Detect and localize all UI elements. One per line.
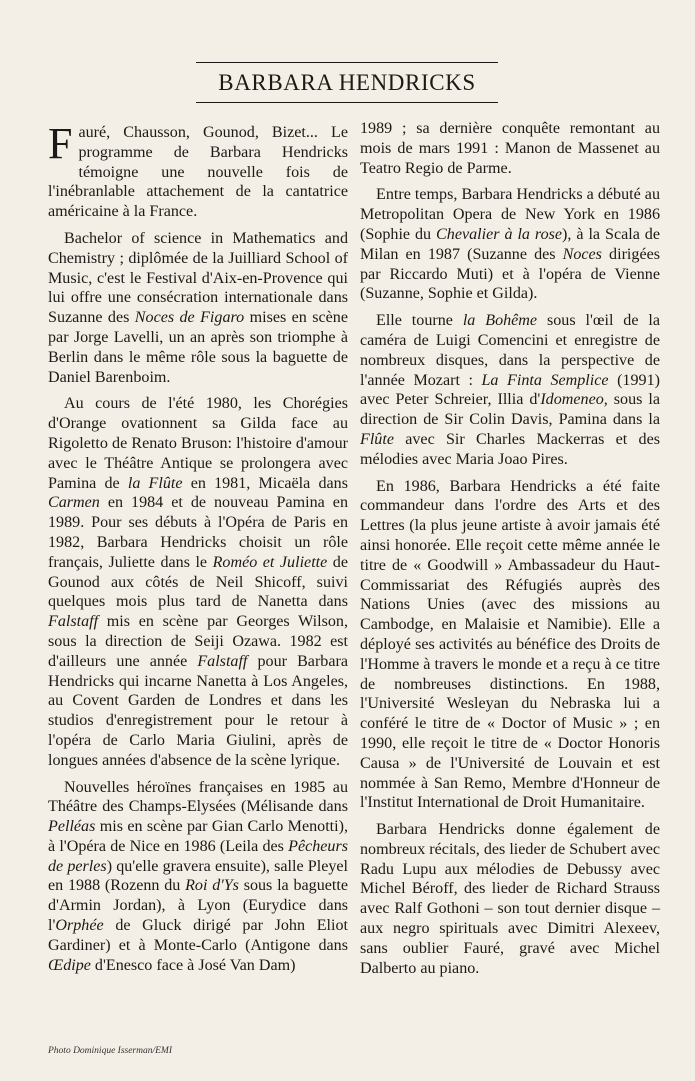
italic-title: Noces <box>562 245 602 263</box>
italic-title: Falstaff <box>197 652 248 670</box>
paragraph-continuation: 1989 ; sa dernière conquête remontant au mois de mars 1991 : Manon de Massenet au Teatro Regio de Parme. <box>360 120 660 177</box>
text-run: de Gluck dirigé par John Eliot Gardiner) et à Monte-Carlo (Antigone dans <box>48 917 348 954</box>
text-run: Bachelor of science in Mathematics and Chemistry ; diplômée de la Juilliard School of Music, c'est le Festival d'Aix-en-Provence qui lui offre une consécration internationale dans Suzanne des <box>48 229 348 327</box>
text-run: Elle tourne <box>376 312 463 330</box>
paragraph-orange <box>48 394 348 770</box>
text-run: en 1984 et de nouveau Pamina en 1989. Pour ses débuts à l'Opéra de Paris en 1982, Barbara Hendricks choisit un rôle français, Juliette dans le <box>48 494 348 571</box>
text-run: (1991) avec Peter Schreier, Illia d' <box>360 371 660 409</box>
text-run: Au cours de l'été 1980, les Chorégies d'Orange ovationnent sa Gilda face au Rigoletto de Renato Bruson: l'histoire d'amour avec le Théâtre Antique se prolongera avec Pamina de <box>48 395 348 492</box>
italic-title: Carmen <box>48 494 100 512</box>
text-run: en 1981, Micaëla dans <box>182 474 348 492</box>
italic-title: Falstaff <box>48 613 99 631</box>
text-run: avec Sir Charles Mackerras et des mélodies avec Maria Joao Pires. <box>360 430 660 468</box>
italic-title: Flûte <box>360 430 394 448</box>
right-column <box>360 119 660 985</box>
paragraph-biography <box>48 229 348 387</box>
italic-title: Pêcheurs de perles <box>48 837 348 875</box>
italic-title: Orphée <box>55 917 104 935</box>
italic-title: Roi d'Ys <box>185 877 239 895</box>
text-run: mis en scène par Georges Wilson, sous la direction de Seiji Ozawa. 1982 est d'ailleurs une année <box>48 613 348 670</box>
text-run: sous l'œil de la caméra de Luigi Comencini et enregistre de nombreux disques, dans la perspective de l'année Mozart : <box>360 312 661 389</box>
italic-title: La Finta Semplice <box>481 371 609 389</box>
text-run: pour Barbara Hendricks qui incarne Nanetta à Los Angeles, au Covent Garden de Londres et dans les studios d'enregistrement pour le retour à l'opéra de Carlo Maria Giulini, après de longues années d'absence de la scène lyrique. <box>48 652 348 769</box>
italic-title: Noces de Figaro <box>134 309 245 327</box>
italic-title: Pelléas <box>48 818 96 836</box>
text-run: de Gounod aux côtés de Neil Shicoff, suivi quelques mois plus tard de Nanetta dans <box>48 553 348 611</box>
text-run: mis en scène par Gian Carlo Menotti), à l'Opéra de Nice en 1986 (Leila des <box>48 818 348 855</box>
text-run: ), à la Scala de Milan en 1987 (Suzanne des <box>360 225 660 263</box>
italic-title: Œdipe <box>48 956 91 974</box>
italic-title: Chevalier à la rose <box>436 225 563 243</box>
text-run: sous la direction de Sir Colin Davis, Pamina dans la <box>360 391 661 429</box>
paragraph-recitals: Barbara Hendricks donne également de nombreux récitals, des lieder de Schubert avec Radu Lupu aux mélodies de Debussy avec Michel Béroff, des lieder de Richard Strauss avec Ralf Gothoni – son tout dernier disque – aux negro spirituals avec Dimitri Alexeev, sans oublier Fauré, gravé avec Michel Dalberto au piano. <box>360 821 660 977</box>
text-run: Nouvelles héroïnes françaises en 1985 au Théâtre des Champs-Elysées (Mélisande dans <box>48 778 348 816</box>
text-run: d'Enesco face à José Van Dam) <box>90 956 296 974</box>
page-title: BARBARA HENDRICKS <box>196 62 498 103</box>
text-run: sous la baguette d'Armin Jordan), à Lyon (Eurydice dans l' <box>48 877 348 935</box>
paragraph-honors: En 1986, Barbara Hendricks a été faite commandeur dans l'ordre des Arts et des Lettres (la plus jeune artiste à avoir jamais été ainsi honorée. Elle reçoit cette même année le titre de « Goodwill » Ambassadeur du Haut-Commissariat des Réfugiés auprès des Nations Unies (avec des missions au Cambodge, en Malaisie et Namibie). Elle a déployé ses activités au bénéfice des Droits de l'Homme à travers le monde et a reçu à ce titre de nombreuses distinctions. En 1988, l'Université Wesleyan du Nebraska lui a conféré le titre de « Doctor of Music » ; en 1990, elle reçoit le titre de « Doctor Honoris Causa » de l'Université de Louvain et est nommée à San Remo, Membre d'Honneur de l'Institut International de Droit Humanitaire. <box>360 477 660 812</box>
text-run: ) qu'elle gravera ensuite), salle Pleyel en 1988 (Rozenn du <box>48 857 348 895</box>
italic-title: Roméo et Juliette <box>212 553 328 571</box>
italic-title: Idomeneo, <box>540 391 608 409</box>
paragraph-debuts <box>360 185 660 304</box>
paragraph-heroines <box>48 778 348 976</box>
paragraph-intro <box>48 119 348 222</box>
text-run: Entre temps, Barbara Hendricks a débuté au Metropolitan Opera de New York en 1986 (Sophie du <box>360 186 660 243</box>
italic-title: la Bohême <box>462 312 538 330</box>
italic-title: la Flûte <box>127 474 183 492</box>
text-run: mises en scène par Jorge Lavelli, un an après son triomphe à Berlin dans le même rôle sous la baguette de Daniel Barenboim. <box>48 309 348 386</box>
left-column <box>48 119 348 982</box>
photo-credit: Photo Dominique Isserman/EMI <box>48 1046 173 1056</box>
paragraph-text: auré, Chausson, Gounod, Bizet... Le programme de Barbara Hendricks témoigne une nouvelle fois de l'inébranlable attachement de la cantatrice américaine à la France. <box>48 124 348 221</box>
drop-cap: F <box>48 119 73 168</box>
text-run: dirigées par Riccardo Muti) et à l'opéra de Vienne (Suzanne, Sophie et Gilda). <box>360 245 660 303</box>
paragraph-recordings <box>360 311 660 469</box>
